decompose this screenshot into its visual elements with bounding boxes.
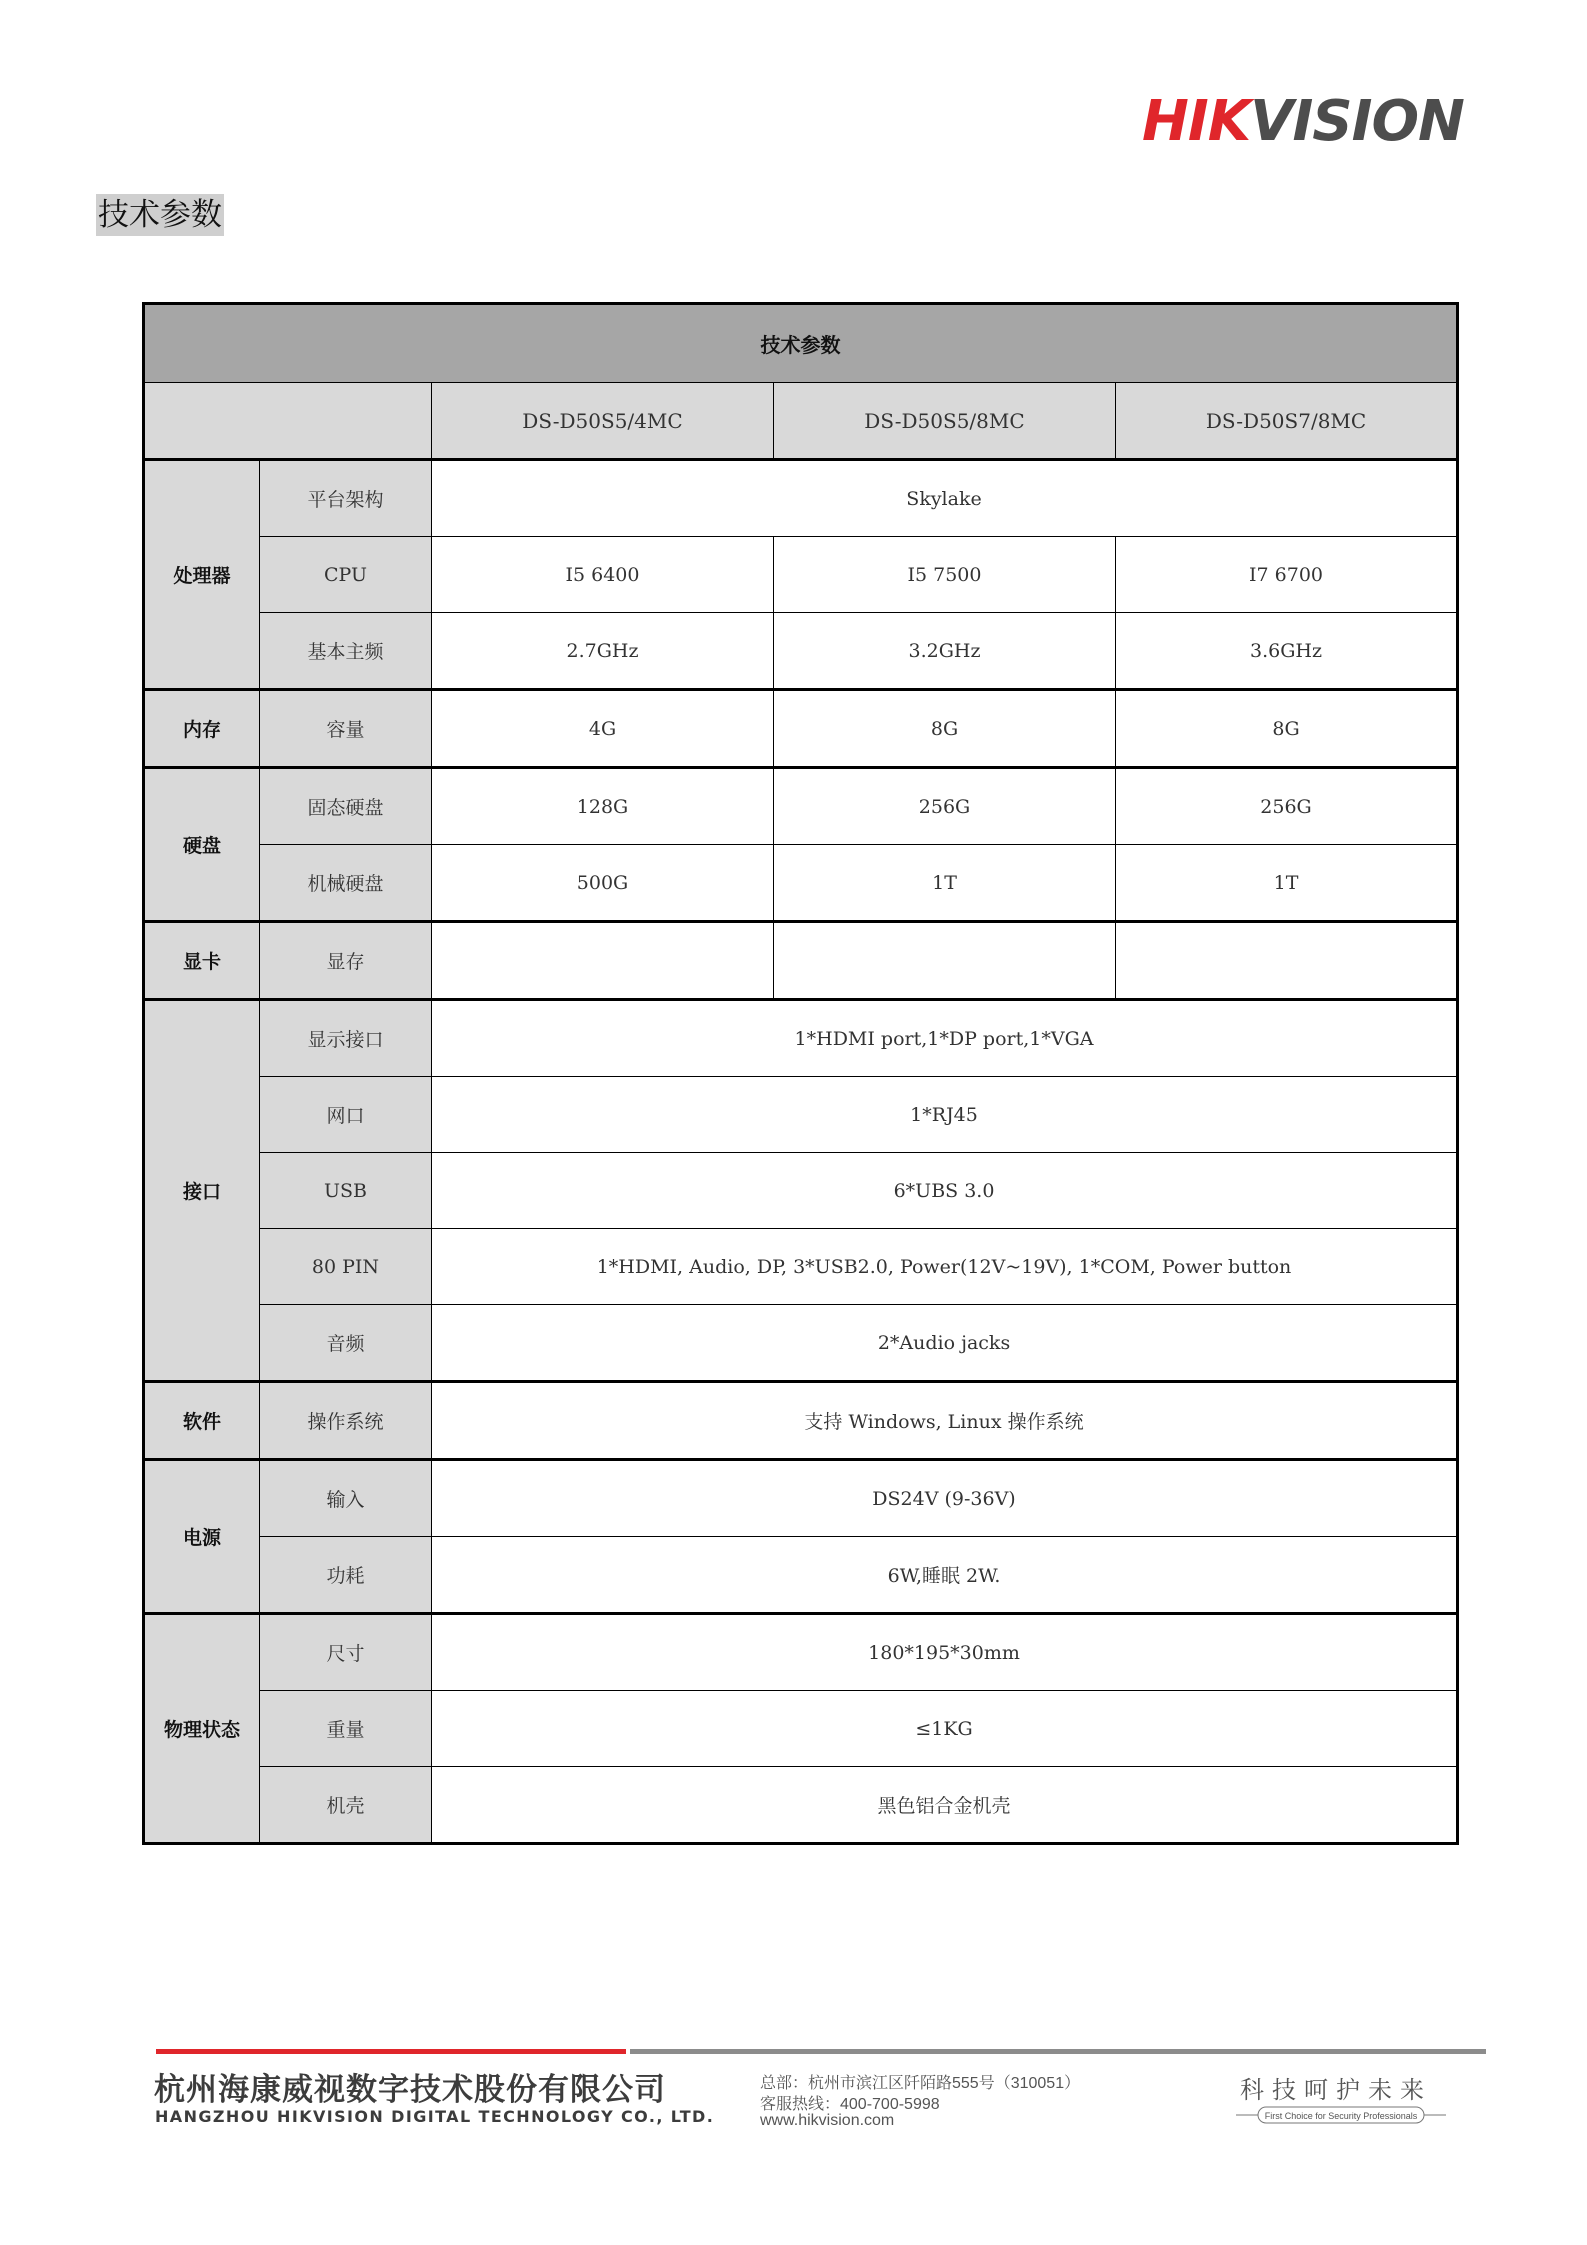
table-row	[144, 537, 1458, 613]
spec-value: I5 6400	[432, 537, 774, 613]
spec-value: 180*195*30mm	[432, 1614, 1458, 1691]
model-header-blank	[144, 383, 432, 460]
company-name-cn: 杭州海康威视数字技术股份有限公司	[154, 2072, 666, 2108]
item-label: 机壳	[260, 1767, 432, 1844]
spec-value: DS24V (9-36V)	[432, 1460, 1458, 1537]
spec-value: 8G	[1116, 690, 1458, 768]
footer-hotline: 客服热线：400-700-5998	[760, 2096, 940, 2113]
footer-red-rule	[156, 2049, 626, 2054]
item-label: 输入	[260, 1460, 432, 1537]
table-row	[144, 1229, 1458, 1305]
item-label: 固态硬盘	[260, 768, 432, 845]
item-label: 基本主频	[260, 613, 432, 690]
model-name: DS-D50S5/4MC	[432, 383, 774, 460]
model-name: DS-D50S5/8MC	[774, 383, 1116, 460]
footer-website: www.hikvision.com	[760, 2112, 895, 2129]
footer-address: 总部：杭州市滨江区阡陌路555号（310051）	[760, 2075, 1081, 2092]
spec-value: 1*HDMI port,1*DP port,1*VGA	[432, 1000, 1458, 1077]
item-label: USB	[260, 1153, 432, 1229]
spec-value: 256G	[1116, 768, 1458, 845]
company-name-en: HANGZHOU HIKVISION DIGITAL TECHNOLOGY CO., LTD.	[155, 2107, 715, 2126]
spec-table	[142, 302, 1459, 1845]
item-label: 音频	[260, 1305, 432, 1382]
table-row	[144, 690, 1458, 768]
item-label: 功耗	[260, 1537, 432, 1614]
spec-value: 3.2GHz	[774, 613, 1116, 690]
hikvision-logo	[1140, 88, 1485, 152]
table-row	[144, 1077, 1458, 1153]
svg-text:HIKVISION: HIKVISION	[1142, 89, 1464, 152]
group-label-physical: 物理状态	[144, 1614, 260, 1844]
table-row	[144, 1691, 1458, 1767]
item-label: 80 PIN	[260, 1229, 432, 1305]
spec-value: 128G	[432, 768, 774, 845]
spec-value: 2*Audio jacks	[432, 1305, 1458, 1382]
item-label: 显存	[260, 922, 432, 1000]
group-label-processor: 处理器	[144, 460, 260, 690]
table-row	[144, 613, 1458, 690]
footer-grey-rule	[630, 2049, 1486, 2054]
spec-value: 支持 Windows, Linux 操作系统	[432, 1382, 1458, 1460]
slogan-sub-text: First Choice for Security Professionals	[1264, 2111, 1418, 2121]
model-name: DS-D50S7/8MC	[1116, 383, 1458, 460]
spec-value: 3.6GHz	[1116, 613, 1458, 690]
table-title: 技术参数	[144, 304, 1458, 383]
spec-value: 8G	[774, 690, 1116, 768]
group-label-interfaces: 接口	[144, 1000, 260, 1382]
item-label: CPU	[260, 537, 432, 613]
slogan-sub-badge	[1236, 2104, 1446, 2126]
spec-value: 1T	[774, 845, 1116, 922]
spec-value: 4G	[432, 690, 774, 768]
table-row	[144, 1537, 1458, 1614]
spec-value	[1116, 922, 1458, 1000]
table-row	[144, 460, 1458, 537]
spec-value: ≤1KG	[432, 1691, 1458, 1767]
spec-value: 1T	[1116, 845, 1458, 922]
spec-value: 黑色铝合金机壳	[432, 1767, 1458, 1844]
table-row	[144, 1614, 1458, 1691]
table-row	[144, 1305, 1458, 1382]
group-label-disk: 硬盘	[144, 768, 260, 922]
group-label-software: 软件	[144, 1382, 260, 1460]
group-label-graphics: 显卡	[144, 922, 260, 1000]
table-title-row	[144, 304, 1458, 383]
footer-slogan: 科技呵护未来	[1240, 2076, 1432, 2104]
spec-value: 1*RJ45	[432, 1077, 1458, 1153]
spec-value: 6W,睡眠 2W.	[432, 1537, 1458, 1614]
spec-value: 6*UBS 3.0	[432, 1153, 1458, 1229]
section-title: 技术参数	[96, 194, 224, 236]
table-row	[144, 922, 1458, 1000]
table-row	[144, 1000, 1458, 1077]
spec-value: 500G	[432, 845, 774, 922]
spec-value	[432, 922, 774, 1000]
model-header-row	[144, 383, 1458, 460]
spec-value: Skylake	[432, 460, 1458, 537]
spec-value: 256G	[774, 768, 1116, 845]
item-label: 平台架构	[260, 460, 432, 537]
item-label: 容量	[260, 690, 432, 768]
item-label: 机械硬盘	[260, 845, 432, 922]
table-row	[144, 1153, 1458, 1229]
table-row	[144, 1382, 1458, 1460]
table-row	[144, 768, 1458, 845]
item-label: 重量	[260, 1691, 432, 1767]
item-label: 显示接口	[260, 1000, 432, 1077]
item-label: 网口	[260, 1077, 432, 1153]
spec-value: I7 6700	[1116, 537, 1458, 613]
item-label: 操作系统	[260, 1382, 432, 1460]
spec-value: 2.7GHz	[432, 613, 774, 690]
group-label-power: 电源	[144, 1460, 260, 1614]
table-row	[144, 1767, 1458, 1844]
group-label-memory: 内存	[144, 690, 260, 768]
table-row	[144, 1460, 1458, 1537]
spec-value: 1*HDMI, Audio, DP, 3*USB2.0, Power(12V~19V), 1*COM, Power button	[432, 1229, 1458, 1305]
table-row	[144, 845, 1458, 922]
item-label: 尺寸	[260, 1614, 432, 1691]
spec-value: I5 7500	[774, 537, 1116, 613]
spec-value	[774, 922, 1116, 1000]
